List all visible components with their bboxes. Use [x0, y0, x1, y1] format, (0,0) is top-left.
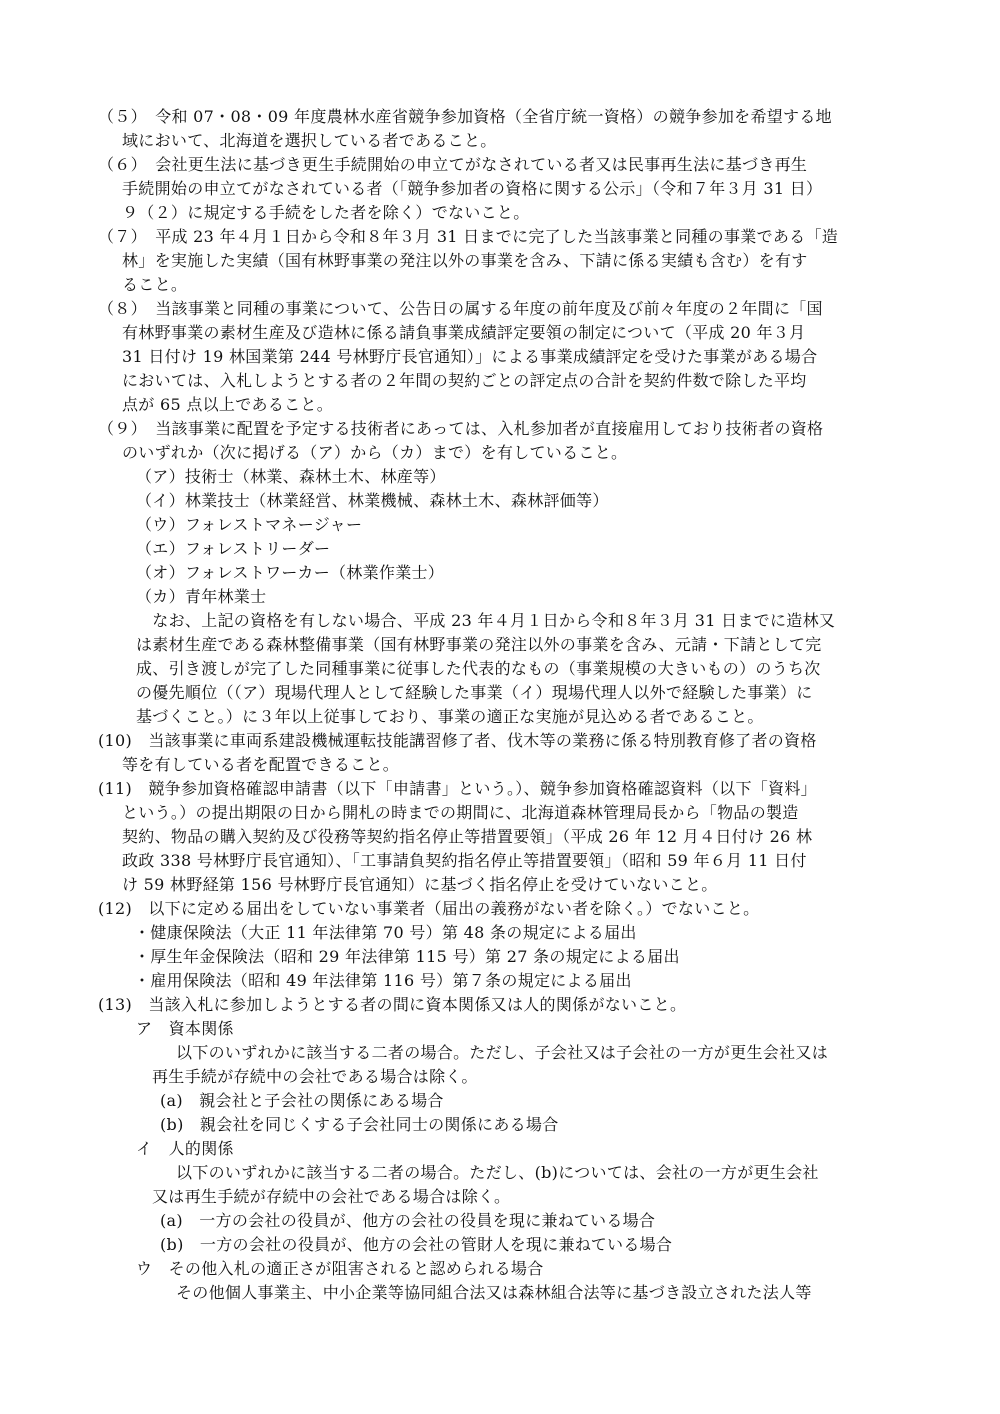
section-9-item-u: （ウ）フォレストマネージャー [136, 515, 363, 534]
section-9-item-ka: （カ）青年林業士 [136, 587, 267, 606]
section-6-line-3: ９（２）に規定する手続をした者を除く）でないこと。 [122, 203, 530, 222]
section-8-line-3: 31 日付け 19 林国業第 244 号林野庁長官通知）」による事業成績評定を受けた事業がある場合 [122, 347, 818, 366]
section-9-item-e: （エ）フォレストリーダー [136, 539, 331, 558]
section-7-line-3: ること。 [122, 275, 188, 294]
section-11-line-4: 政政 338 号林野庁長官通知）、「工事請負契約指名停止等措置要領」（昭和 59 年６月 11 日付 [122, 851, 807, 870]
section-13-i-item-a: (a) 一方の会社の役員が、他方の会社の役員を現に兼ねている場合 [160, 1211, 656, 1230]
section-13-a-item-b: (b) 親会社を同じくする子会社同士の関係にある場合 [160, 1115, 559, 1134]
section-9-note-line-4: の優先順位（（ア）現場代理人として経験した事業（イ）現場代理人以外で経験した事業）に [136, 683, 813, 702]
section-9-item-a: （ア）技術士（林業、森林土木、林産等） [136, 467, 446, 486]
section-5-line-1: （５） 令和 07・08・09 年度農林水産省競争参加資格（全省庁統一資格）の競争参加を希望する地 [98, 107, 832, 126]
section-10-line-1: (10) 当該事業に車両系建設機械運転技能講習修了者、伐木等の業務に係る特別教育修了者の資格 [98, 731, 817, 750]
section-12-line-1: (12) 以下に定める届出をしていない事業者（届出の義務がない者を除く。）でないこと。 [98, 899, 760, 918]
section-11-line-3: 契約、物品の購入契約及び役務等契約指名停止等措置要領」（平成 26 年 12 月４日付け 26 林 [122, 827, 813, 846]
section-9-note-line-3: 成、引き渡しが完了した同種事業に従事した代表的なもの（事業規模の大きいもの）のうち次 [136, 659, 821, 678]
section-9-note-line-5: 基づくこと。）に３年以上従事しており、事業の適正な実施が見込める者であること。 [136, 707, 764, 726]
section-9-item-i: （イ）林業技士（林業経営、林業機械、森林土木、森林評価等） [136, 491, 609, 510]
section-13-i-item-b: (b) 一方の会社の役員が、他方の会社の管財人を現に兼ねている場合 [160, 1235, 673, 1254]
section-6-line-2: 手続開始の申立てがなされている者（「競争参加者の資格に関する公示」（令和７年３月 31 日） [122, 179, 823, 198]
section-13-i-text-1: 以下のいずれかに該当する二者の場合。ただし、(b)については、会社の一方が更生会社 [176, 1163, 819, 1182]
section-9-note-line-2: は素材生産である森林整備事業（国有林野事業の発注以外の事業を含み、元請・下請として完 [136, 635, 822, 654]
section-11-line-2: という。）の提出期限の日から開札の時までの期間に、北海道森林管理局長から「物品の製造 [122, 803, 799, 822]
section-8-line-5: 点が 65 点以上であること。 [122, 395, 334, 414]
section-12-bullet-1: ・健康保険法（大正 11 年法律第 70 号）第 48 条の規定による届出 [134, 923, 637, 942]
section-5-line-2: 域において、北海道を選択している者であること。 [122, 131, 497, 150]
section-13-a-text-2: 再生手続が存続中の会社である場合は除く。 [152, 1067, 478, 1086]
section-13-heading-a: ア 資本関係 [136, 1019, 234, 1038]
section-7-line-2: 林」を実施した実績（国有林野事業の発注以外の事業を含み、下請に係る実績も含む）を有す [122, 251, 808, 270]
section-8-line-4: においては、入札しようとする者の２年間の契約ごとの評定点の合計を契約件数で除した平均 [122, 371, 807, 390]
section-13-line-1: (13) 当該入札に参加しようとする者の間に資本関係又は人的関係がないこと。 [98, 995, 687, 1014]
section-13-a-text-1: 以下のいずれかに該当する二者の場合。ただし、子会社又は子会社の一方が更生会社又は [176, 1043, 829, 1062]
section-8-line-2: 有林野事業の素材生産及び造林に係る請負事業成績評定要領の制定について（平成 20 年３月 [122, 323, 806, 342]
section-12-bullet-2: ・厚生年金保険法（昭和 29 年法律第 115 号）第 27 条の規定による届出 [134, 947, 680, 966]
section-13-heading-i: イ 人的関係 [136, 1139, 234, 1158]
section-13-heading-u: ウ その他入札の適正さが阻害されると認められる場合 [136, 1259, 544, 1278]
section-13-a-item-a: (a) 親会社と子会社の関係にある場合 [160, 1091, 444, 1110]
section-13-i-text-2: 又は再生手続が存続中の会社である場合は除く。 [152, 1187, 511, 1206]
section-9-line-2: のいずれか（次に掲げる（ア）から（カ）まで）を有していること。 [122, 443, 628, 462]
section-7-line-1: （７） 平成 23 年４月１日から令和８年３月 31 日までに完了した当該事業と同種の事業である「造 [98, 227, 839, 246]
section-9-item-o: （オ）フォレストワーカー（林業作業士） [136, 563, 445, 582]
section-11-line-5: け 59 林野経第 156 号林野庁長官通知）に基づく指名停止を受けていないこと。 [122, 875, 718, 894]
section-8-line-1: （８） 当該事業と同種の事業について、公告日の属する年度の前年度及び前々年度の２年間に「国 [98, 299, 823, 318]
section-12-bullet-3: ・雇用保険法（昭和 49 年法律第 116 号）第７条の規定による届出 [134, 971, 632, 990]
section-13-u-text-1: その他個人事業主、中小企業等協同組合法又は森林組合法等に基づき設立された法人等 [176, 1283, 812, 1302]
section-6-line-1: （６） 会社更生法に基づき更生手続開始の申立てがなされている者又は民事再生法に基づき再生 [98, 155, 808, 174]
section-9-line-1: （９） 当該事業に配置を予定する技術者にあっては、入札参加者が直接雇用しており技術者の資格 [98, 419, 824, 438]
section-10-line-2: 等を有している者を配置できること。 [122, 755, 400, 774]
section-11-line-1: (11) 競争参加資格確認申請書（以下「申請書」という。）、競争参加資格確認資料（以下「資料」 [98, 779, 817, 798]
section-9-note-line-1: なお、上記の資格を有しない場合、平成 23 年４月１日から令和８年３月 31 日までに造林又 [136, 611, 836, 630]
